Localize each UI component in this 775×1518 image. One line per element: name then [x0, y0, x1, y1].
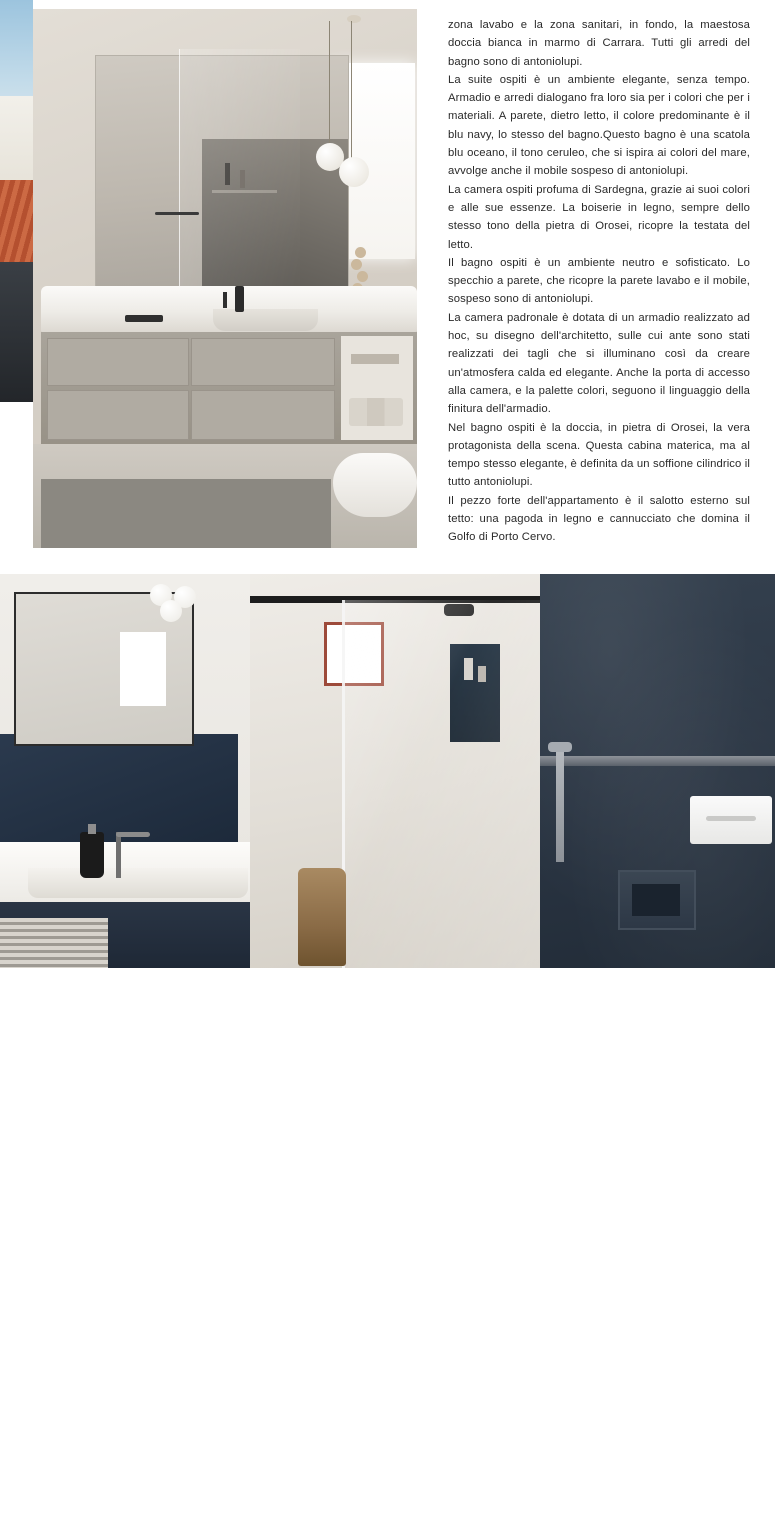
- drawer-top-right: [191, 338, 335, 386]
- shower-mixer-column: [556, 742, 564, 862]
- open-shelf-niche: [341, 336, 413, 440]
- faucet: [223, 292, 227, 308]
- wall-light-cluster: [150, 584, 196, 622]
- paragraph: Nel bagno ospiti è la doccia, in pietra di Orosei, la vera protagonista della scena. Questa cabina materica, ma al tempo stesso elegante, è definita da un soffione cilindrico il tutto antoniolupi.: [448, 421, 750, 489]
- drawer-top-left: [47, 338, 189, 386]
- ceiling-spotlight: [347, 15, 361, 23]
- towel-bar: [155, 212, 199, 215]
- soap-dispenser: [80, 832, 104, 878]
- building-facade: [0, 96, 33, 192]
- paragraph: La suite ospiti è un ambiente elegante, senza tempo. Armadio e arredi dialogano fra loro sia per i colori che per i materiali. A parete, dietro letto, il colore predominante è il blu navy, lo stesso del bagno.Questo bagno è una scatola blu oceano, il tono ceruleo, che si ispira ai colori del mare, avvolge anche il mobile sospeso di antoniolupi.: [448, 73, 750, 178]
- exterior-sliver-image: [0, 0, 33, 398]
- bath-rug: [41, 479, 331, 548]
- soap-bottle: [235, 286, 244, 312]
- floor-grate: [0, 918, 108, 968]
- washbasin: [213, 309, 318, 331]
- top-section: [0, 0, 775, 572]
- drawer-bottom-left: [47, 390, 189, 440]
- shower-glass-panel: [179, 49, 300, 299]
- pendant-cord-1: [329, 21, 330, 149]
- paragraph: Il bagno ospiti è un ambiente neutro e sofisticato. Lo specchio a parete, che ricopre la parete lavabo e il mobile, sospeso sono di antoniolupi.: [448, 256, 750, 306]
- shadowed-wall: [0, 262, 33, 402]
- left-faucet: [116, 832, 121, 878]
- terracotta-roof: [0, 180, 33, 270]
- left-washbasin: [28, 868, 248, 898]
- right-navy-wall: [540, 574, 775, 968]
- pendant-cord-2: [351, 21, 352, 173]
- article-body: [448, 16, 750, 547]
- inspection-panel: [618, 870, 696, 930]
- folded-towels: [351, 354, 399, 364]
- paragraph: La camera padronale è dotata di un armadio realizzato ad hoc, su disegno dell'architetto, sulle cui ante sono stati realizzati dei tagli che si illuminano così da creare un'atmosfera calda ed elegante. Anche la porta di accesso alla camera, e la palette colori, seguono il linguaggio della finitura dell'armadio.: [448, 311, 750, 416]
- vanity-cabinet: [41, 332, 417, 444]
- storage-baskets: [349, 398, 403, 426]
- guest-bathroom-photo: [0, 574, 775, 1518]
- window-reflection: [120, 632, 166, 706]
- wooden-stool: [298, 868, 346, 966]
- paragraph: Il pezzo forte dell'appartamento è il salotto esterno sul tetto: una pagoda in legno e cannucciato che domina il Golfo di Porto Cervo.: [448, 494, 750, 544]
- bidet: [333, 453, 417, 517]
- shower-area: [250, 574, 540, 968]
- paragraph: La camera ospiti profuma di Sardegna, grazie ai suoi colori e alle sue essenze. La boiserie in legno, sempre dello stesso tono della pietra di Orosei, ricopre la testata del letto.: [448, 183, 750, 251]
- shower-glass-door: [342, 600, 543, 968]
- flush-plate: [690, 796, 772, 844]
- drawer-bottom-right: [191, 390, 335, 440]
- vanity-tray: [125, 315, 163, 322]
- pendant-globe-2: [339, 157, 369, 187]
- master-bathroom-photo: [33, 9, 417, 548]
- page-number: 85: [697, 1504, 712, 1518]
- stone-ledge: [540, 756, 775, 766]
- paragraph: zona lavabo e la zona sanitari, in fondo, la maestosa doccia bianca in marmo di Carrara. Tutti gli arredi del bagno sono di antoniolupi.: [448, 19, 750, 68]
